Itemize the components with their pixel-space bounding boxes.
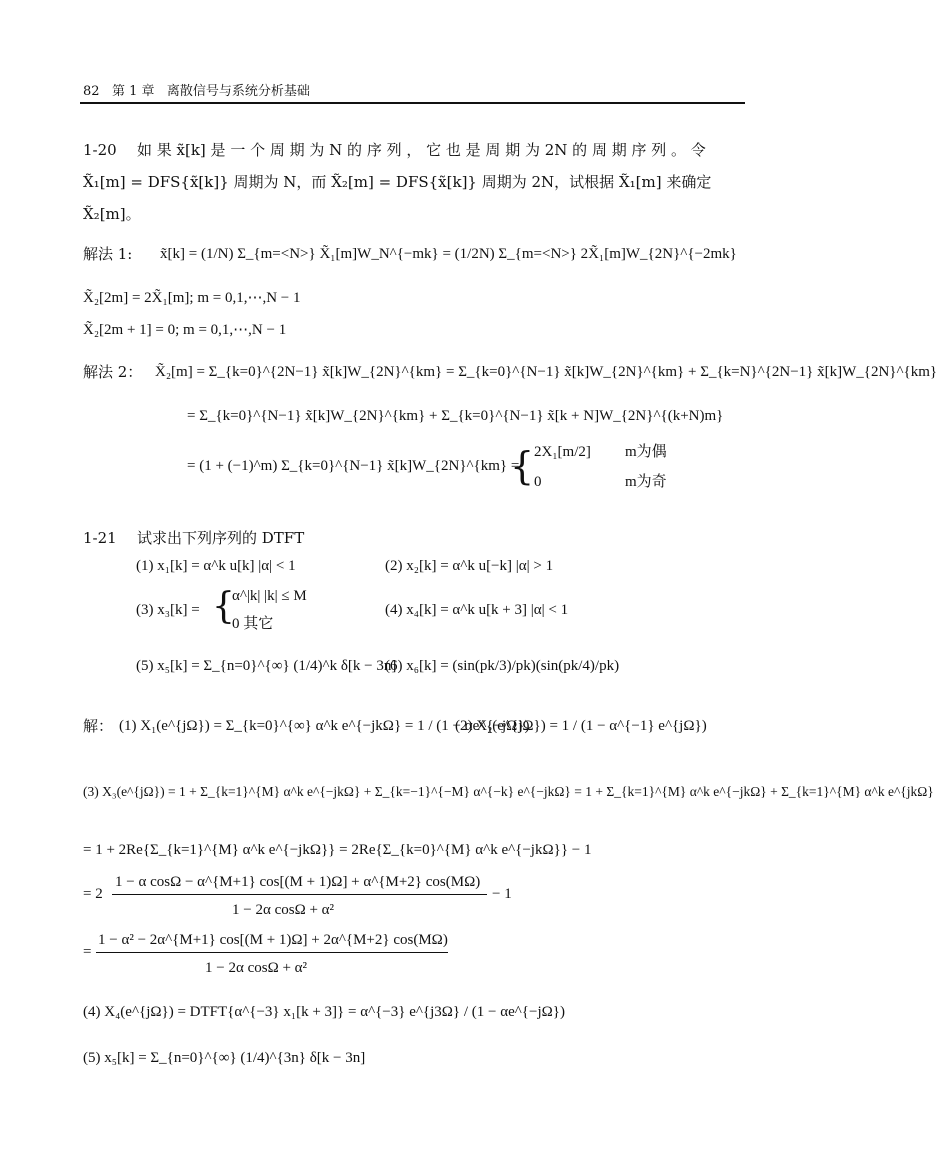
answer-label: 解：	[83, 717, 114, 735]
page-header	[83, 80, 310, 99]
solution1-result2: X̃₂[2m + 1] = 0; m = 0,1,⋯,N − 1	[83, 322, 287, 338]
page-number: 82	[83, 84, 100, 99]
dtft-item-2: (2) x₂[k] = α^k u[−k] |α| > 1	[385, 558, 554, 574]
problem-1-21-prompt: 试求出下列序列的 DTFT	[137, 529, 305, 547]
answer-2: (2) X₂(e^{jΩ}) = 1 / (1 − α^{−1} e^{jΩ})	[455, 718, 707, 734]
answer-1: (1) X₁(e^{jΩ}) = Σ_{k=0}^{∞} α^k e^{−jkΩ} = 1 / (1 − αe^{−jΩ})	[119, 718, 530, 734]
problem-1-20-line1: 如 果 x̃[k] 是 一 个 周 期 为 N 的 序 列 ， 它 也 是 周 期 为 2N 的 周 期 序 列 。 令	[137, 141, 706, 159]
problem-1-20-line3: X̃₂[m]。	[83, 205, 141, 223]
dtft-item-3-case2: 0 其它	[232, 616, 274, 632]
dtft-item-3-lhs: (3) x₃[k] =	[136, 602, 200, 618]
problem-1-20-line2: X̃₁[m] = DFS{x̃[k]} 周期为 N，而 X̃₂[m] = DFS{x̃[k]} 周期为 2N，试根据 X̃₁[m] 来确定	[83, 173, 712, 191]
dtft-item-5: (5) x₅[k] = Σ_{n=0}^{∞} (1/4)^k δ[k − 3n]	[136, 658, 397, 674]
solution2-eq1: X̃₂[m] = Σ_{k=0}^{2N−1} x̃[k]W_{2N}^{km} = Σ_{k=0}^{N−1} x̃[k]W_{2N}^{km} + Σ_{k=N}^{2N−1} x̃[k]W_{2N}^{km}	[155, 364, 937, 380]
case1-value: 2X₁[m/2]	[534, 444, 591, 460]
case2-condition: m为奇	[625, 474, 667, 490]
answer-3-line1: (3) X₃(e^{jΩ}) = 1 + Σ_{k=1}^{M} α^k e^{−jkΩ} + Σ_{k=−1}^{−M} α^{−k} e^{−jkΩ} = 1 + Σ_{k=1}^{M} α^k e^{−jkΩ} + Σ_{k=1}^{M} α^k e^{jkΩ}	[83, 784, 934, 799]
answer-3-line4-denominator: 1 − 2α cosΩ + α²	[205, 960, 308, 976]
answer-3-line3-prefix: = 2	[83, 886, 103, 902]
chapter-title: 离散信号与系统分析基础	[166, 84, 310, 99]
solution2-eq3: = (1 + (−1)^m) Σ_{k=0}^{N−1} x̃[k]W_{2N}^{km} =	[187, 458, 520, 474]
answer-3-line3-denominator: 1 − 2α cosΩ + α²	[232, 902, 335, 918]
dtft-item-3-case1: α^|k| |k| ≤ M	[232, 588, 307, 604]
fraction-bar-2	[96, 952, 448, 953]
problem-1-21-number: 1-21	[83, 529, 117, 547]
answer-3-line4-numerator: 1 − α² − 2α^{M+1} cos[(M + 1)Ω] + 2α^{M+2} cos(MΩ)	[98, 932, 448, 948]
item3-brace: {	[212, 586, 235, 627]
solution2-eq2: = Σ_{k=0}^{N−1} x̃[k]W_{2N}^{km} + Σ_{k=0}^{N−1} x̃[k + N]W_{2N}^{(k+N)m}	[187, 408, 724, 424]
dtft-item-4: (4) x₄[k] = α^k u[k + 3] |α| < 1	[385, 602, 569, 618]
solution2-label: 解法 2：	[83, 363, 143, 381]
answer-3-line3-numerator: 1 − α cosΩ − α^{M+1} cos[(M + 1)Ω] + α^{M+2} cos(MΩ)	[115, 874, 481, 890]
solution1-result1: X̃₂[2m] = 2X̃₁[m]; m = 0,1,⋯,N − 1	[83, 290, 301, 306]
answer-3-line4-prefix: =	[83, 944, 92, 960]
piecewise-brace: {	[510, 444, 535, 488]
case1-condition: m为偶	[625, 444, 667, 460]
dtft-item-6: (6) x₆[k] = (sin(pk/3)/pk)(sin(pk/4)/pk)	[385, 658, 620, 674]
dtft-item-1: (1) x₁[k] = α^k u[k] |α| < 1	[136, 558, 296, 574]
chapter-label: 第 1 章	[111, 84, 155, 99]
answer-3-line2: = 1 + 2Re{Σ_{k=1}^{M} α^k e^{−jkΩ}} = 2Re{Σ_{k=0}^{M} α^k e^{−jkΩ}} − 1	[83, 842, 592, 858]
answer-5: (5) x₅[k] = Σ_{n=0}^{∞} (1/4)^{3n} δ[k − 3n]	[83, 1050, 366, 1066]
solution1-label: 解法 1:	[83, 245, 133, 263]
problem-1-20-number: 1-20	[83, 141, 117, 159]
answer-4: (4) X₄(e^{jΩ}) = DTFT{α^{−3} x₁[k + 3]} = α^{−3} e^{j3Ω} / (1 − αe^{−jΩ})	[83, 1004, 565, 1020]
header-rule	[80, 102, 745, 104]
answer-3-line3-suffix: − 1	[492, 886, 512, 902]
fraction-bar-1	[112, 894, 487, 895]
case2-value: 0	[534, 474, 542, 490]
solution1-equation: x̃[k] = (1/N) Σ_{m=<N>} X̃₁[m]W_N^{−mk} = (1/2N) Σ_{m=<N>} 2X̃₁[m]W_{2N}^{−2mk}	[160, 246, 737, 262]
